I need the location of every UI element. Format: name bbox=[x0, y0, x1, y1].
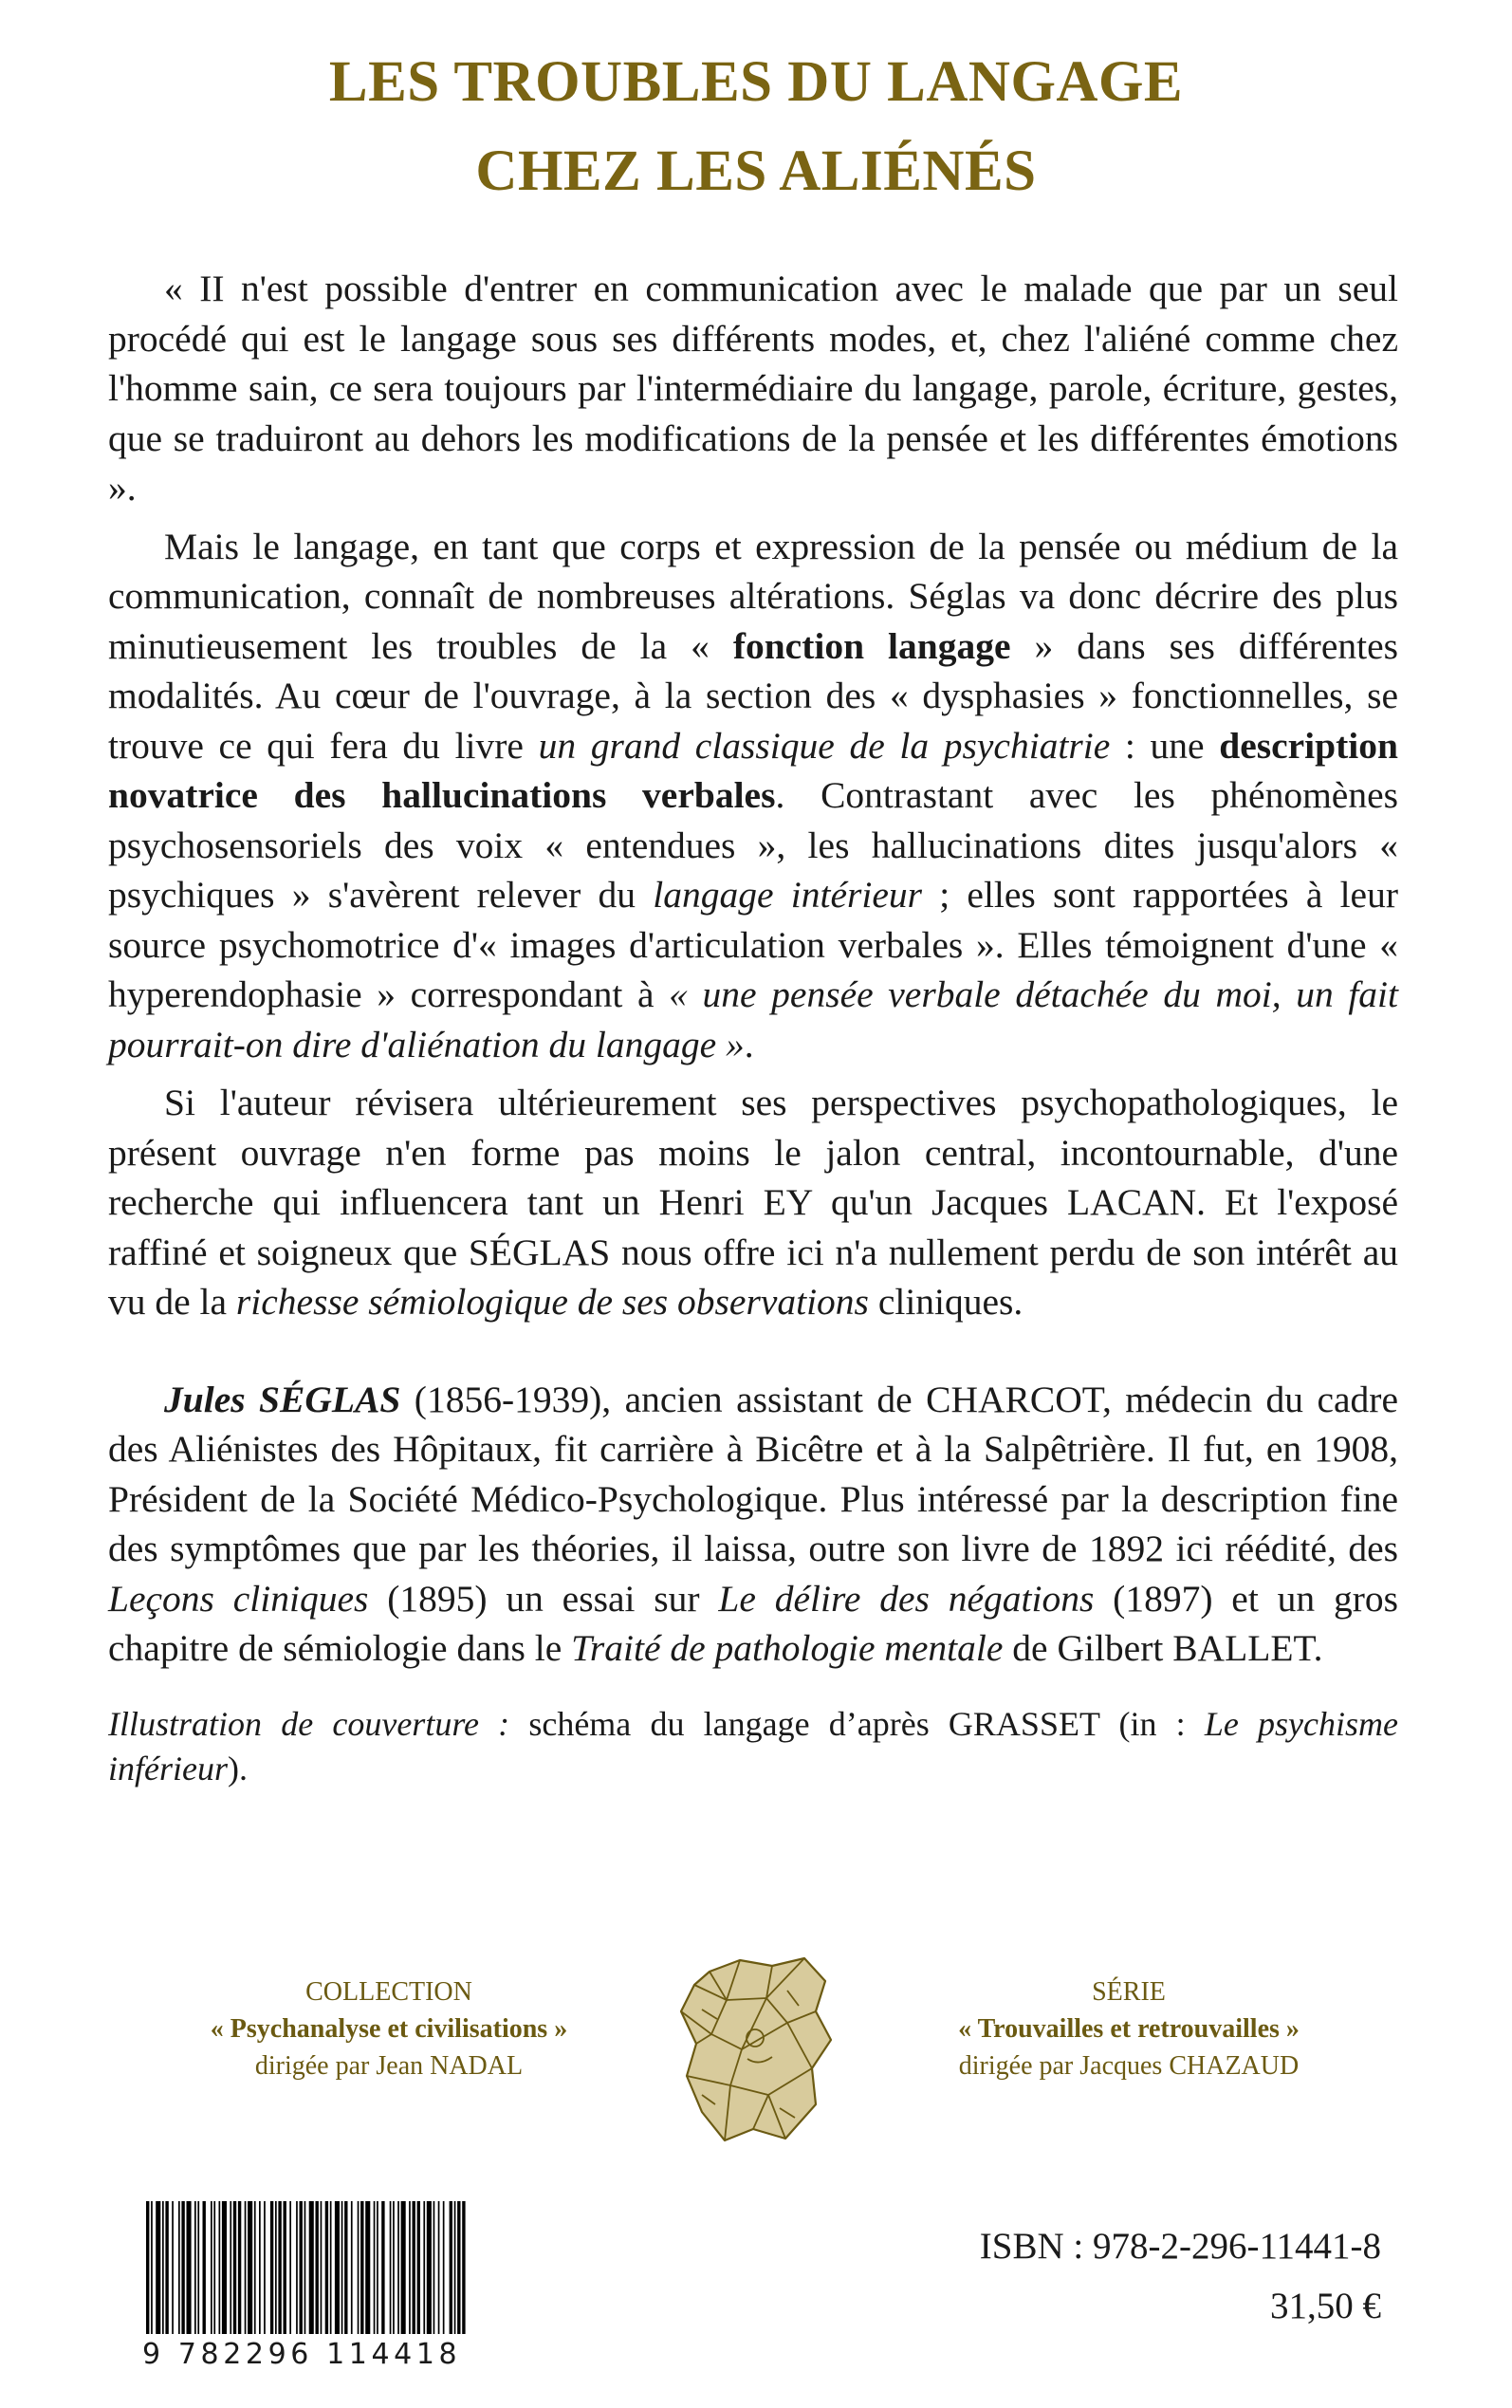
barcode-bar bbox=[413, 2201, 415, 2334]
italic-run: langage intérieur bbox=[653, 874, 922, 916]
barcode-bar bbox=[309, 2201, 314, 2334]
barcode-bar bbox=[344, 2201, 347, 2334]
blurb bbox=[108, 264, 1398, 1791]
blurb-paragraph-3 bbox=[108, 1078, 1398, 1327]
barcode-bar bbox=[156, 2201, 160, 2334]
barcode-bar bbox=[433, 2201, 435, 2334]
barcode-bar bbox=[275, 2201, 277, 2334]
barcode-bar bbox=[401, 2201, 406, 2334]
barcode-bar bbox=[381, 2201, 384, 2334]
text-run: . Contrastant avec les phénomènes psychosensoriels des voix « entendues », les hallucinations dites jusqu'alors « psychiques » s'avèrent relever du bbox=[108, 774, 1398, 916]
barcode-bar bbox=[443, 2201, 445, 2334]
barcode-bar bbox=[296, 2201, 298, 2334]
barcode-bar bbox=[178, 2201, 180, 2334]
text-run: (1895) un essai sur bbox=[368, 1577, 719, 1620]
barcode-bar bbox=[335, 2201, 340, 2334]
barcode-bar bbox=[374, 2201, 376, 2334]
barcode-bar bbox=[450, 2201, 452, 2334]
collection-director: dirigée par Jean NADAL bbox=[254, 2051, 524, 2081]
barcode-bar bbox=[165, 2201, 168, 2334]
italic-run: Le psychisme inférieur bbox=[108, 1704, 1399, 1787]
barcode-bar bbox=[270, 2201, 273, 2334]
text-run: ; elles sont rapportées à leur source psychomotrice d'« images d'articulation verbales ». Elles témoignent d'une « hyperendophasie » correspondant à bbox=[108, 874, 1398, 1015]
text-run: . bbox=[744, 1023, 754, 1065]
barcode-bar bbox=[233, 2201, 236, 2334]
bold-run: description novatrice des hallucinations verbales bbox=[108, 724, 1398, 816]
series-name: « Trouvailles et retrouvailles » bbox=[958, 2014, 1300, 2044]
title-line-1: LES TROUBLES DU LANGAGE bbox=[328, 50, 1184, 114]
barcode-bar bbox=[409, 2201, 411, 2334]
barcode-bar bbox=[365, 2201, 370, 2334]
publisher-logo-icon bbox=[673, 1953, 839, 2148]
barcode-bar bbox=[393, 2201, 395, 2334]
title-line-2: CHEZ LES ALIÉNÉS bbox=[475, 139, 1037, 203]
barcode-bar bbox=[325, 2201, 328, 2334]
barcode-bar bbox=[219, 2201, 221, 2334]
italic-run: Leçons cliniques bbox=[108, 1577, 369, 1620]
price: 31,50 € bbox=[1270, 2286, 1381, 2326]
text-run: » dans ses différentes modalités. Au cœur de l'ouvrage, à la section des « dysphasies » fonctionnelles, se trouve ce qui fera du livre bbox=[108, 624, 1398, 767]
series-heading: SÉRIE bbox=[1092, 1977, 1166, 2007]
series-info bbox=[882, 1973, 1375, 2084]
barcode-bar bbox=[304, 2201, 306, 2334]
barcode-icon bbox=[142, 2201, 470, 2334]
illustration-label: Illustration de couverture : bbox=[108, 1704, 510, 1743]
italic-run: « une pensée verbale détachée du moi, un fait pourrait-on dire d'aliénation du langage » bbox=[108, 973, 1398, 1065]
barcode-bar bbox=[197, 2201, 199, 2334]
barcode-bar bbox=[254, 2201, 256, 2334]
barcode-bar bbox=[181, 2201, 184, 2334]
barcode-bar bbox=[360, 2201, 363, 2334]
barcode-bar bbox=[321, 2201, 323, 2334]
blurb-paragraph-1: « II n'est possible d'entrer en communication avec le malade que par un seul procédé qui est le langage sous ses différents modes, et, chez l'aliéné comme chez l'homme sain, ce sera toujours par l'intermédiaire du langage, parole, écriture, gestes, que se traduiront au dehors les modifications de la pensée et les différentes émotions ». bbox=[108, 268, 1398, 509]
barcode-bar bbox=[172, 2201, 174, 2334]
barcode-bar bbox=[230, 2201, 231, 2334]
barcode-bar bbox=[162, 2201, 164, 2334]
text-run: (1897) et un gros chapitre de sémiologie dans le bbox=[108, 1577, 1398, 1669]
italic-run: richesse sémiologique de ses observations bbox=[235, 1281, 869, 1323]
italic-run: un grand classique de la psychiatrie bbox=[538, 724, 1111, 767]
barcode-bar bbox=[423, 2201, 425, 2334]
barcode-bar bbox=[248, 2201, 252, 2334]
book-title bbox=[0, 38, 1512, 216]
text-run: Mais le langage, en tant que corps et expression de la pensée ou médium de la communication, connaît de nombreuses altérations. Séglas va donc décrire des plus minutieusement les troubles de la « bbox=[108, 525, 1398, 667]
author-bio bbox=[108, 1375, 1398, 1674]
barcode-bar bbox=[330, 2201, 332, 2334]
barcode-bar bbox=[427, 2201, 432, 2334]
barcode-bar bbox=[377, 2201, 378, 2334]
collection-name: « Psychanalyse et civilisations » bbox=[210, 2014, 568, 2044]
barcode-bar bbox=[203, 2201, 206, 2334]
barcode-bar bbox=[245, 2201, 247, 2334]
barcode-bar bbox=[397, 2201, 399, 2334]
text-run: cliniques. bbox=[868, 1281, 1023, 1323]
barcode-bar bbox=[316, 2201, 319, 2334]
barcode-bar bbox=[222, 2201, 227, 2334]
barcode-bar bbox=[278, 2201, 281, 2334]
barcode-bar bbox=[194, 2201, 196, 2334]
barcode-bar bbox=[211, 2201, 212, 2334]
collection-heading: COLLECTION bbox=[305, 1977, 472, 2007]
barcode-bar bbox=[151, 2201, 153, 2334]
barcode-bar bbox=[351, 2201, 353, 2334]
collection-info bbox=[142, 1973, 636, 2084]
illustration-credit bbox=[108, 1702, 1398, 1791]
italic-run: Le délire des négations bbox=[718, 1577, 1095, 1620]
barcode-bar bbox=[417, 2201, 420, 2334]
barcode-bar bbox=[264, 2201, 266, 2334]
barcode-bar bbox=[390, 2201, 392, 2334]
barcode-bar bbox=[259, 2201, 261, 2334]
barcode-bar bbox=[358, 2201, 360, 2334]
barcode-bar bbox=[146, 2201, 149, 2334]
barcode-bar bbox=[238, 2201, 241, 2334]
italic-run: Traité de pathologie mentale bbox=[571, 1627, 1004, 1669]
isbn: ISBN : 978-2-296-11441-8 bbox=[979, 2226, 1381, 2267]
barcode-bar bbox=[300, 2201, 303, 2334]
text-run: ). bbox=[227, 1749, 248, 1787]
barcode-bar bbox=[341, 2201, 343, 2334]
barcode-bar bbox=[289, 2201, 291, 2334]
barcode-bar bbox=[213, 2201, 215, 2334]
barcode-bar bbox=[438, 2201, 440, 2334]
text-run: de Gilbert BALLET. bbox=[1003, 1627, 1323, 1669]
text-run: : une bbox=[1110, 724, 1220, 767]
series-director: dirigée par Jacques CHAZAUD bbox=[958, 2051, 1300, 2081]
bold-run: fonction langage bbox=[732, 624, 1011, 667]
barcode-bar bbox=[284, 2201, 286, 2334]
blurb-paragraph-2 bbox=[108, 522, 1398, 1070]
barcode-bar bbox=[457, 2201, 460, 2334]
barcode-bar bbox=[462, 2201, 465, 2334]
text-run: schéma du langage d’après GRASSET (in : bbox=[509, 1704, 1205, 1743]
barcode-bar bbox=[187, 2201, 192, 2334]
text-run: (1856-1939), ancien assistant de CHARCOT, médecin du cadre des Aliénistes des Hôpitaux, fit carrière à Bicêtre et à la Salpêtrière. Il fut, en 1908, Président de la Société Médico-Psychologique. Plus intéressé par la description fine des symptômes que par les théories, il laissa, outre son livre de 1892 ici réédité, des bbox=[108, 1378, 1398, 1569]
text-run: Si l'auteur révisera ultérieurement ses perspectives psychopathologiques, le présent ouvrage n'en forme pas moins le jalon central, incontournable, d'une recherche qui influencera tant un Henri EY qu'un Jacques LACAN. Et l'exposé raffiné et soigneux que SÉGLAS nous offre ici n'a nullement perdu de son intérêt au vu de la bbox=[108, 1082, 1398, 1323]
barcode-bar bbox=[454, 2201, 456, 2334]
barcode-digits: 9 782296 114418 bbox=[142, 2338, 462, 2371]
author-name: Jules SÉGLAS bbox=[164, 1378, 401, 1420]
